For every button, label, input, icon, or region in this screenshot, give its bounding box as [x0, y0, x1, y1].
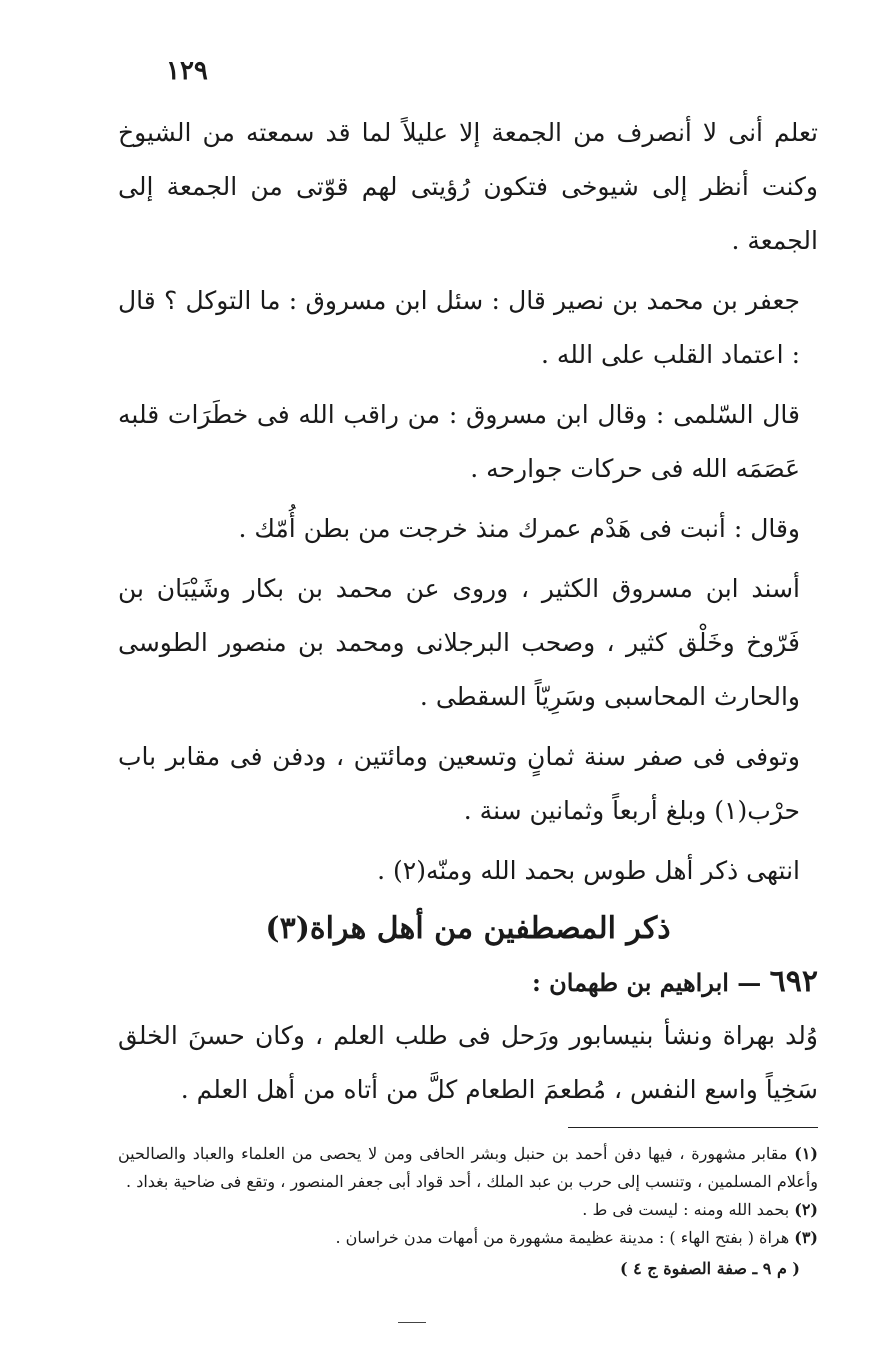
paragraph-7: انتهى ذكر أهل طوس بحمد الله ومنّه(٢) .	[377, 856, 800, 885]
footnote-2-text: بحمد الله ومنه : ليست فى ط .	[582, 1200, 790, 1219]
paragraph-4: وقال : أنبت فى هَدْم عمرك منذ خرجت من بطن أُمّك .	[238, 514, 800, 543]
paragraph-5: أسند ابن مسروق الكثير ، وروى عن محمد بن بكار وشَيْبَان بن فَرّوخ وخَلْق كثير ، وصحب البرجلانى ومحمد بن منصور الطوسى والحارث المحاسبى وسَرِيّاً السقطى .	[118, 574, 800, 711]
footnote-1-text: مقابر مشهورة ، فيها دفن أحمد بن حنبل وبشر الحافى ومن لا يحصى من العلماء والعباد والصالحين وأعلام المسلمين ، وتنسب إلى حرب بن عبد الملك ، أحد قواد أبى جعفر المنصور ، وتقع فى ضاحية بغداد .	[118, 1144, 818, 1191]
footnote-3	[118, 1224, 818, 1252]
page-body	[118, 58, 818, 1284]
footnote-divider	[568, 1127, 818, 1128]
footnote-3-text: هراة ( بفتح الهاء ) : مدينة عظيمة مشهورة من أمهات مدن خراسان .	[335, 1228, 790, 1247]
paragraph-2: جعفر بن محمد بن نصير قال : سئل ابن مسروق : ما التوكل ؟ قال : اعتماد القلب على الله .	[118, 286, 800, 369]
paragraph-6: وتوفى فى صفر سنة ثمانٍ وتسعين ومائتين ، ودفن فى مقابر باب حرْب(١) وبلغ أربعاً وثمانين سنة .	[118, 742, 800, 825]
entry-text: وُلد بهراة ونشأ بنيسابور ورَحل فى طلب العلم ، وكان حسنَ الخلق سَخِياً واسع النفس ، مُطعمَ الطعام كلَّ من أتاه من أهل العلم .	[118, 1021, 818, 1104]
paragraph-1: تعلم أنى لا أنصرف من الجمعة إلا عليلاً لما قد سمعته من الشيوخ وكنت أنظر إلى شيوخى فتكون رُؤيتى لهم قوّتى من الجمعة إلى الجمعة .	[118, 118, 818, 255]
footnote-1	[118, 1140, 818, 1196]
footnote-1-mark: (١)	[794, 1144, 818, 1163]
page-number: ١٢٩	[166, 56, 208, 86]
footnote-2	[118, 1196, 818, 1224]
bottom-divider-mark	[398, 1322, 426, 1323]
section-heading: ذكر المصطفين من أهل هراة(٣)	[265, 911, 671, 946]
footnote-2-mark: (٢)	[794, 1200, 818, 1219]
entry-heading	[118, 960, 818, 1005]
footnote-3-mark: (٣)	[794, 1228, 818, 1247]
entry-number: ٦٩٢	[769, 964, 818, 999]
entry-name: ابراهيم بن طهمان :	[531, 968, 729, 997]
entry-dash: —	[737, 968, 762, 997]
print-signature: ( م ٩ ـ صفة الصفوة ج ٤ )	[619, 1259, 800, 1278]
paragraph-3: قال السّلمى : وقال ابن مسروق : من راقب الله فى خطَرَات قلبه عَصَمَه الله فى حركات جوارحه .	[118, 400, 800, 483]
